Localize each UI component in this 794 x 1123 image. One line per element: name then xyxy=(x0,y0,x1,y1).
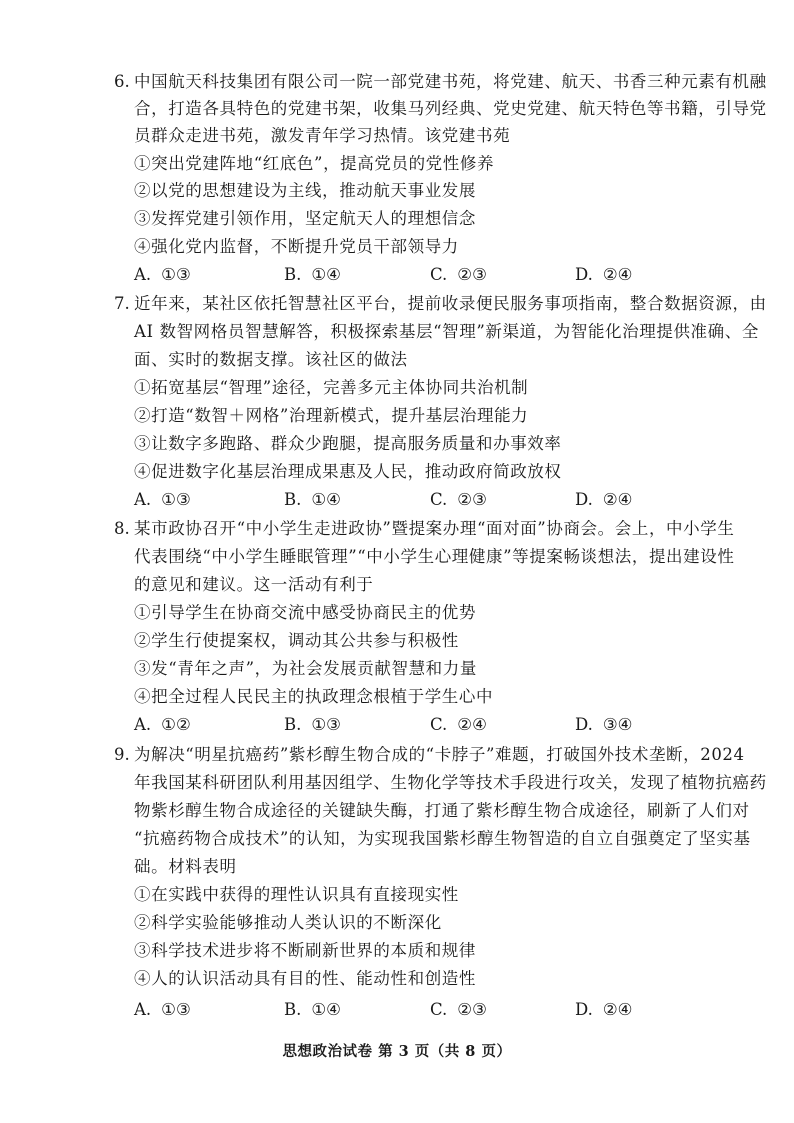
statement: ④人的认识活动具有目的性、能动性和创造性 xyxy=(134,969,476,988)
statement: ②打造“数智＋网格”治理新模式，提升基层治理能力 xyxy=(134,406,529,425)
answer-option-c[interactable]: C. ②④ xyxy=(430,715,487,734)
statement: ④把全过程人民民主的执政理念根植于学生心中 xyxy=(134,687,494,706)
question-stem-line: 物紫杉醇生物合成途径的关键缺失酶，打通了紫杉醇生物合成途径，刷新了人们对 xyxy=(134,801,750,820)
statement: ②学生行使提案权，调动其公共参与积极性 xyxy=(134,631,459,650)
answer-option-a[interactable]: A. ①③ xyxy=(134,1000,191,1019)
question-stem-line: 合，打造各具特色的党建书架，收集马列经典、党史党建、航天特色等书籍，引导党 xyxy=(134,99,767,118)
answer-option-b[interactable]: B. ①④ xyxy=(284,1000,341,1019)
answer-option-a[interactable]: A. ①② xyxy=(134,715,191,734)
statement: ②科学实验能够推动人类认识的不断深化 xyxy=(134,913,442,932)
question-stem-line: 年我国某科研团队利用基因组学、生物化学等技术手段进行攻关，发现了植物抗癌药 xyxy=(134,773,767,792)
statement: ①拓宽基层“智理”途径，完善多元主体协同共治机制 xyxy=(134,378,529,397)
statement: ③让数字多跑路、群众少跑腿，提高服务质量和办事效率 xyxy=(134,434,562,453)
answer-option-b[interactable]: B. ①④ xyxy=(284,265,341,284)
answer-option-a[interactable]: A. ①③ xyxy=(134,265,191,284)
question-stem-line: 为解决“明星抗癌药”紫杉醇生物合成的“卡脖子”难题，打破国外技术垄断，2024 xyxy=(134,745,745,764)
question-stem-line: 的意见和建议。这一活动有利于 xyxy=(134,575,374,594)
question-number: 8. xyxy=(114,519,130,538)
answer-option-b[interactable]: B. ①③ xyxy=(284,715,341,734)
answer-option-c[interactable]: C. ②③ xyxy=(430,490,487,509)
answer-option-d[interactable]: D. ②④ xyxy=(575,490,633,509)
statement: ①在实践中获得的理性认识具有直接现实性 xyxy=(134,885,459,904)
question-stem-line: 面、实时的数据支撑。该社区的做法 xyxy=(134,350,408,369)
question-stem-line: “抗癌药物合成技术”的认知，为实现我国紫杉醇生物智造的自立自强奠定了坚实基 xyxy=(134,829,751,848)
question-stem-line: 员群众走进书苑，激发青年学习热情。该党建书苑 xyxy=(134,126,511,145)
page-footer: 思想政治试卷 第 3 页（共 8 页） xyxy=(282,1043,512,1060)
statement: ④促进数字化基层治理成果惠及人民，推动政府简政放权 xyxy=(134,462,562,481)
answer-option-d[interactable]: D. ②④ xyxy=(575,1000,633,1019)
statement: ③科学技术进步将不断刷新世界的本质和规律 xyxy=(134,941,476,960)
statement: ①引导学生在协商交流中感受协商民主的优势 xyxy=(134,603,476,622)
question-stem-line: 近年来，某社区依托智慧社区平台，提前收录便民服务事项指南，整合数据资源，由 xyxy=(134,294,767,313)
question-stem-line: 某市政协召开“中小学生走进政协”暨提案办理“面对面”协商会。会上，中小学生 xyxy=(134,519,735,538)
statement: ③发挥党建引领作用，坚定航天人的理想信念 xyxy=(134,209,476,228)
question-stem-line: 代表围绕“中小学生睡眠管理”“中小学生心理健康”等提案畅谈想法，提出建设性 xyxy=(134,547,735,566)
question-stem-line: 础。材料表明 xyxy=(134,857,237,876)
question-number: 7. xyxy=(114,294,130,313)
statement: ④强化党内监督，不断提升党员干部领导力 xyxy=(134,237,459,256)
statement: ③发“青年之声”，为社会发展贡献智慧和力量 xyxy=(134,659,477,678)
question-stem-line: 中国航天科技集团有限公司一院一部党建书苑，将党建、航天、书香三种元素有机融 xyxy=(134,72,767,91)
statement: ①突出党建阵地“红底色”，提高党员的党性修养 xyxy=(134,154,495,173)
answer-option-a[interactable]: A. ①③ xyxy=(134,490,191,509)
question-stem-line: AI 数智网格员智慧解答，积极探索基层“智理”新渠道，为智能化治理提供准确、全 xyxy=(134,322,759,341)
answer-option-d[interactable]: D. ②④ xyxy=(575,265,633,284)
answer-option-c[interactable]: C. ②③ xyxy=(430,1000,487,1019)
statement: ②以党的思想建设为主线，推动航天事业发展 xyxy=(134,181,476,200)
answer-option-b[interactable]: B. ①④ xyxy=(284,490,341,509)
question-number: 9. xyxy=(114,745,130,764)
question-number: 6. xyxy=(114,72,130,91)
answer-option-d[interactable]: D. ③④ xyxy=(575,715,633,734)
answer-option-c[interactable]: C. ②③ xyxy=(430,265,487,284)
